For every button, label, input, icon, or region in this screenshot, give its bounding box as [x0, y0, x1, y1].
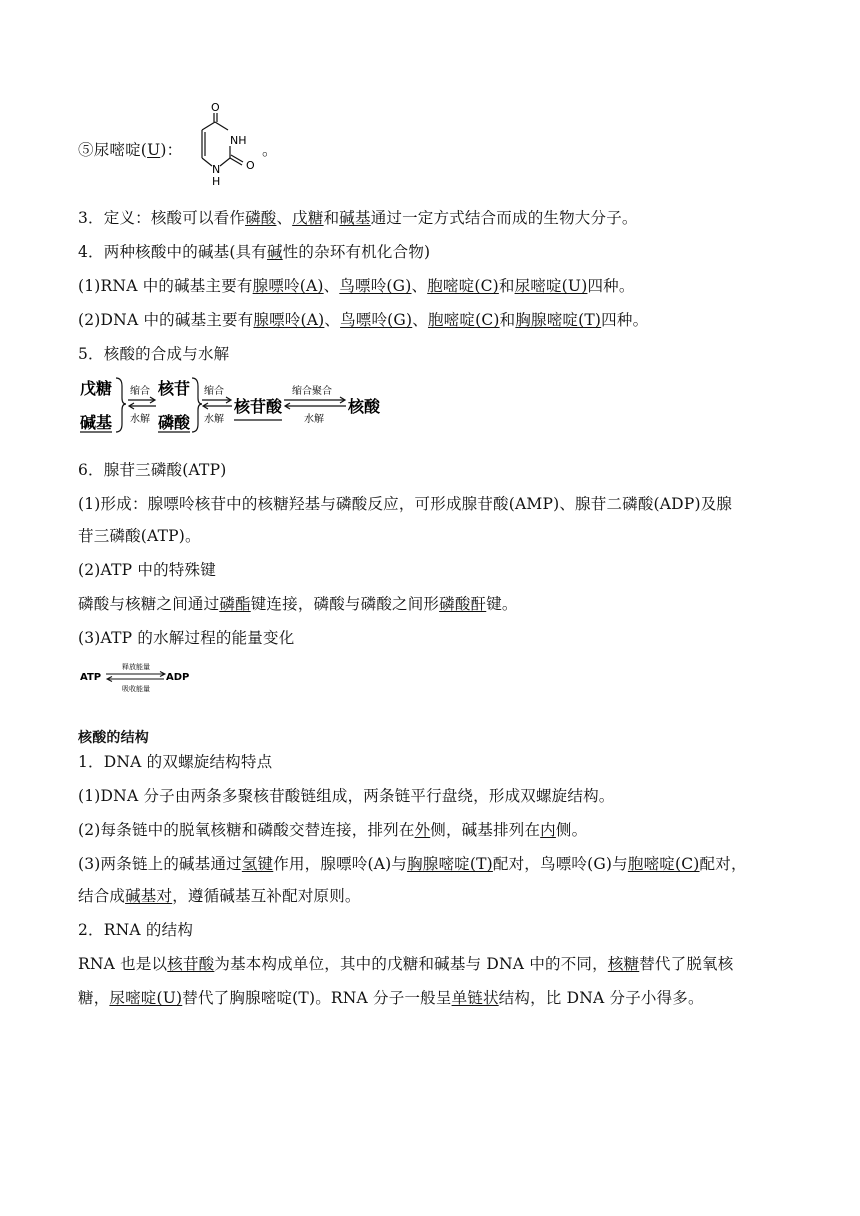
underlined-answer: 戊糖 [292, 209, 324, 227]
text: 键连接，磷酸与磷酸之间形 [250, 595, 440, 613]
text: RNA 也是以 [78, 955, 168, 973]
text: 作用，腺嘌呤(A)与 [273, 855, 408, 873]
adp-label: ADP [166, 672, 190, 683]
text: 配对，鸟嘌呤(G)与 [492, 855, 628, 873]
atp-energy-title: (3)ATP 的水解过程的能量变化 [78, 629, 295, 647]
underlined-answer: 核糖 [607, 955, 640, 973]
arrow-label: 缩合 [204, 386, 224, 397]
atom-label: H [212, 175, 221, 188]
arrow-label: 缩合 [130, 386, 150, 397]
nucleic-acid-label: 核酸 [348, 397, 381, 416]
underlined-answer: 核苷酸 [167, 955, 215, 973]
dna-structure-line-3b [78, 886, 361, 906]
atp-title: 6．腺苷三磷酸(ATP) [78, 461, 227, 479]
text: 4．两种核酸中的碱基(具有 [78, 243, 268, 261]
underlined-answer: 胞嘧啶(C) [627, 855, 700, 873]
dna-structure-line-1: (1)DNA 分子由两条多聚核苷酸链组成，两条链平行盘绕，形成双螺旋结构。 [78, 787, 615, 805]
text: 四种。 [601, 311, 649, 329]
absorb-energy-label: 吸收能量 [122, 685, 150, 692]
underlined-answer: 外 [414, 821, 431, 839]
text: )： [160, 141, 183, 159]
atom-label: N [212, 163, 221, 176]
underlined-answer: 碱基 [339, 209, 371, 227]
atp-formation-line-2: 苷三磷酸(ATP)。 [78, 527, 201, 545]
underlined-answer: 碱 [267, 243, 283, 261]
text: ⑤尿嘧啶( [78, 141, 148, 159]
text: 通过一定方式结合而成的生物大分子。 [370, 209, 638, 227]
text: 替代了胸腺嘧啶(T)。RNA 分子一般呈 [182, 989, 452, 1007]
text: 配对， [699, 855, 747, 873]
rna-bases-line [78, 276, 635, 296]
underlined-answer: 胞嘧啶(C) [427, 277, 499, 295]
underlined-answer: 磷酸酐 [439, 595, 487, 613]
text: 、 [324, 311, 341, 329]
dna-structure-line-3 [78, 854, 747, 874]
arrow-label: 水解 [204, 414, 224, 425]
synthesis-title: 5．核酸的合成与水解 [78, 345, 230, 363]
text: 为基本构成单位，其中的戊糖和碱基与 DNA 中的不同， [214, 955, 608, 973]
text: 四种。 [587, 277, 635, 295]
nucleotide-label: 核苷酸 [234, 397, 283, 416]
underlined-answer: 磷酸 [245, 209, 277, 227]
underlined-answer: 碱基对 [125, 887, 173, 905]
structure-heading: 核酸的结构 [78, 730, 149, 746]
dna-bases-line [78, 310, 648, 330]
bases-title [78, 242, 430, 262]
dna-structure-line-2 [78, 820, 587, 840]
uracil-label [78, 140, 182, 160]
text: (1)RNA 中的碱基主要有 [78, 277, 253, 295]
atp-label: ATP [80, 672, 102, 683]
text: 糖， [78, 989, 110, 1007]
dna-structure-title: 1．DNA 的双螺旋结构特点 [78, 753, 273, 771]
underlined-answer: 磷酯 [219, 595, 251, 613]
atom-label: NH [230, 134, 247, 147]
atom-label: O [211, 101, 220, 114]
text: 磷酸与核糖之间通过 [78, 595, 220, 613]
underlined-answer: 腺嘌呤(A) [253, 311, 325, 329]
underlined-answer: 氢键 [241, 855, 274, 873]
underlined-answer: U [147, 141, 161, 159]
text: 和 [323, 209, 340, 227]
synthesis-hydrolysis-diagram [78, 372, 398, 438]
underlined-answer: 胞嘧啶(C) [427, 311, 500, 329]
text: 、 [276, 209, 293, 227]
text: 结合成 [78, 887, 126, 905]
text: 结构，比 DNA 分子小得多。 [498, 989, 704, 1007]
rna-structure-line-1 [78, 954, 733, 974]
text: (3)两条链上的碱基通过 [78, 855, 242, 873]
text: 性的杂环有机化合物) [282, 243, 431, 261]
atp-bond-title: (2)ATP 中的特殊键 [78, 561, 216, 579]
rna-structure-line-2 [78, 988, 704, 1008]
text: 3．定义：核酸可以看作 [78, 209, 246, 227]
text: 、 [323, 277, 340, 295]
underlined-answer: 胸腺嘧啶(T) [515, 311, 602, 329]
underlined-answer: 鸟嘌呤(G) [339, 277, 412, 295]
phosphate-label: 磷酸 [158, 413, 191, 432]
underlined-answer: 尿嘧啶(U) [514, 277, 588, 295]
text: 侧。 [555, 821, 588, 839]
arrow-label: 水解 [304, 414, 324, 425]
text: 和 [499, 311, 516, 329]
atom-label: O [246, 159, 255, 172]
text: 侧，碱基排列在 [430, 821, 541, 839]
rna-structure-title: 2．RNA 的结构 [78, 921, 194, 939]
underlined-answer: 胸腺嘧啶(T) [407, 855, 493, 873]
text: 替代了脱氧核 [639, 955, 734, 973]
underlined-answer: 鸟嘌呤(G) [340, 311, 413, 329]
atp-bond-line [78, 594, 518, 614]
text: (2)每条链中的脱氧核糖和磷酸交替连接，排列在 [78, 821, 415, 839]
arrow-label: 水解 [130, 414, 150, 425]
underlined-answer: 内 [540, 821, 556, 839]
atp-energy-diagram [78, 660, 198, 692]
text: 、 [412, 311, 428, 329]
pentose-label: 戊糖 [80, 379, 113, 398]
uracil-end: 。 [262, 141, 278, 159]
text: 和 [498, 277, 515, 295]
underlined-answer: 尿嘧啶(U) [109, 989, 183, 1007]
arrow-label: 缩合聚合 [292, 386, 332, 397]
atp-formation-line-1: (1)形成：腺嘌呤核苷中的核糖羟基与磷酸反应，可形成腺苷酸(AMP)、腺苷二磷酸(ADP)及腺 [78, 495, 733, 513]
underlined-answer: 单链状 [451, 989, 499, 1007]
text: (2)DNA 中的碱基主要有 [78, 311, 254, 329]
text: ，遵循碱基互补配对原则。 [172, 887, 361, 905]
underlined-answer: 腺嘌呤(A) [252, 277, 324, 295]
text: 、 [411, 277, 428, 295]
nucleoside-label: 核苷 [158, 379, 191, 398]
release-energy-label: 释放能量 [122, 663, 150, 671]
text: 键。 [486, 595, 518, 613]
definition-line [78, 208, 638, 228]
base-label: 碱基 [80, 413, 113, 432]
